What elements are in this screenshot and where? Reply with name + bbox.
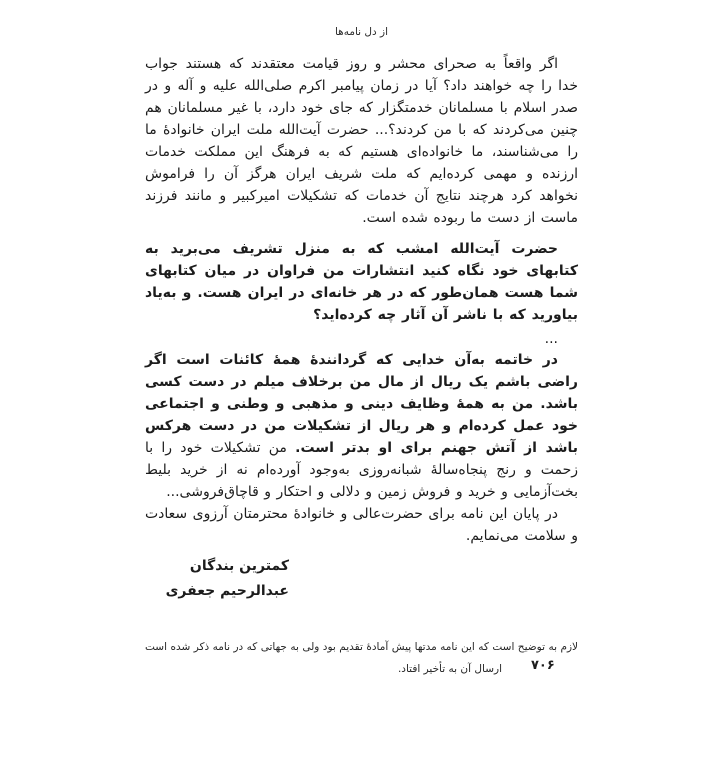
letter-paragraph-4: در پایان این نامه برای حضرت‌عالی و خانوادهٔ محترمتان آرزوی سعادت و سلامت می‌نمایم.	[145, 506, 578, 544]
letter-paragraph-1: اگر واقعاً به صحرای محشر و روز قیامت معتقدند که هستند جواب خدا را چه خواهند داد؟ آیا در زمان پیامبر اکرم صلی‌الله علیه و آله و در صدر اسلام با مسلمانان خدمتگزار که جای خود دارد، با غیر مسلمانان هم چنین می‌کردند که با من کردند؟... حضرت آیت‌الله ملت ایران خانوادهٔ ما را می‌شناسند، ما خانواده‌ای هستیم که به فرهنگ این مملکت خدمات ارزنده و مهمی کرده‌ایم که ملت شریف ایران هرگز آن را فراموش نخواهد کرد هرچند نتایج آن خدمات که تشکیلات امیرکبیر و مانند فرزند ماست از دست ما ربوده شده است.	[145, 56, 578, 226]
page-number: ۷۰۶	[531, 658, 555, 673]
footnote-line-1: لازم به توضیح است که این نامه مدتها پیش آمادهٔ تقدیم بود ولی به جهاتی که در نامه ذکر شده است	[145, 641, 578, 653]
footnote-block	[145, 636, 578, 680]
paragraph-3-bold-part: در خاتمه به‌آن خدایی که گردانندهٔ همهٔ کائنات است اگر راضی باشم یک ریال از مال من برخلاف میلم در دست کسی باشد. من به همهٔ وظایف دینی و مذهبی و وطنی و اجتماعی خود عمل کرده‌ام و هر ریال از تشکیلات من در دست هرکس باشد از آتش جهنم برای او بدتر است.	[145, 352, 579, 456]
paragraph-3-regular-part: من تشکیلات خود را با زحمت و رنج پنجاه‌سالهٔ شبانه‌روزی به‌وجود آورده‌ام نه از خرید بلیط بخت‌آزمایی و خرید و فروش زمین و دلالی و احتکار و قاچاق‌فروشی...	[145, 440, 578, 500]
signature-title: کمترین بندگان	[189, 558, 289, 574]
ellipsis-separator: ...	[544, 331, 558, 347]
letter-paragraph-3	[145, 349, 578, 503]
footnote-line-2: ارسال آن به تأخیر افتاد.	[397, 663, 502, 675]
signature-block	[145, 554, 289, 604]
signature-name: عبدالرحیم جعفری	[165, 583, 289, 599]
letter-paragraph-2-bold: حضرت آیت‌الله امشب که به منزل تشریف می‌برید به کتابهای خود نگاه کنید انتشارات من فراوان در میان کتابهای شما هست همان‌طور که در هر خانه‌ای در ایران هست. و به‌یاد بیاورید که با ناشر آن آثار چه کرده‌اید؟	[145, 241, 578, 323]
running-head: از دل نامه‌ها	[334, 26, 389, 38]
